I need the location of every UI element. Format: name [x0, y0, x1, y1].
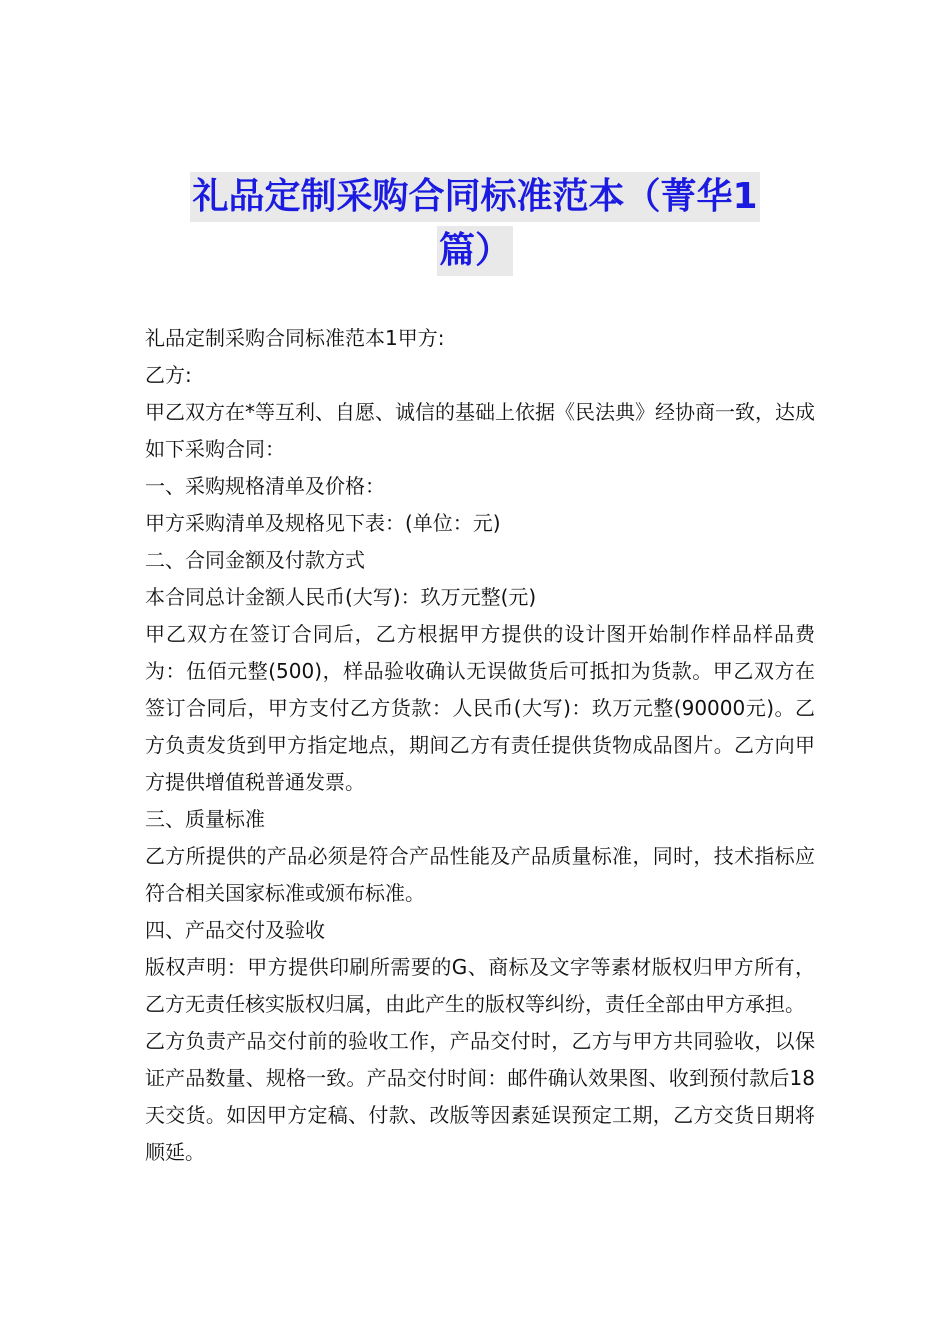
paragraph-party-a: 礼品定制采购合同标准范本1甲方: [145, 326, 445, 350]
section-heading-2: 二、合同金额及付款方式 [145, 548, 365, 572]
paragraph-quality: 乙方所提供的产品必须是符合产品性能及产品质量标准，同时，技术指标应符合相关国家标准或颁布标准。 [145, 844, 815, 905]
title-line-2: 篇） [437, 226, 513, 276]
paragraph-party-b: 乙方: [145, 363, 192, 387]
paragraph-intro: 甲乙双方在*等互利、自愿、诚信的基础上依据《民法典》经协商一致，达成如下采购合同： [145, 400, 815, 461]
document-body [145, 320, 815, 1171]
section-heading-1: 一、采购规格清单及价格： [145, 474, 385, 498]
section-heading-4: 四、产品交付及验收 [145, 918, 325, 942]
paragraph-list-note: 甲方采购清单及规格见下表：(单位：元) [145, 511, 501, 535]
paragraph-delivery: 乙方负责产品交付前的验收工作，产品交付时，乙方与甲方共同验收，以保证产品数量、规格一致。产品交付时间：邮件确认效果图、收到预付款后18天交货。如因甲方定稿、付款、改版等因素延误预定工期，乙方交货日期将顺延。 [145, 1029, 815, 1164]
paragraph-total-amount: 本合同总计金额人民币(大写)：玖万元整(元) [145, 585, 537, 609]
section-heading-3: 三、质量标准 [145, 807, 265, 831]
paragraph-payment: 甲乙双方在签订合同后，乙方根据甲方提供的设计图开始制作样品样品费为：伍佰元整(500)，样品验收确认无误做货后可抵扣为货款。甲乙双方在签订合同后，甲方支付乙方货款：人民币(大写)：玖万元整(90000元)。乙方负责发货到甲方指定地点，期间乙方有责任提供货物成品图片。乙方向甲方提供增值税普通发票。 [145, 622, 815, 794]
document-title [100, 172, 850, 280]
title-line-1: 礼品定制采购合同标准范本（菁华1 [190, 172, 759, 222]
paragraph-copyright: 版权声明：甲方提供印刷所需要的G、商标及文字等素材版权归甲方所有，乙方无责任核实版权归属，由此产生的版权等纠纷，责任全部由甲方承担。 [145, 955, 815, 1016]
